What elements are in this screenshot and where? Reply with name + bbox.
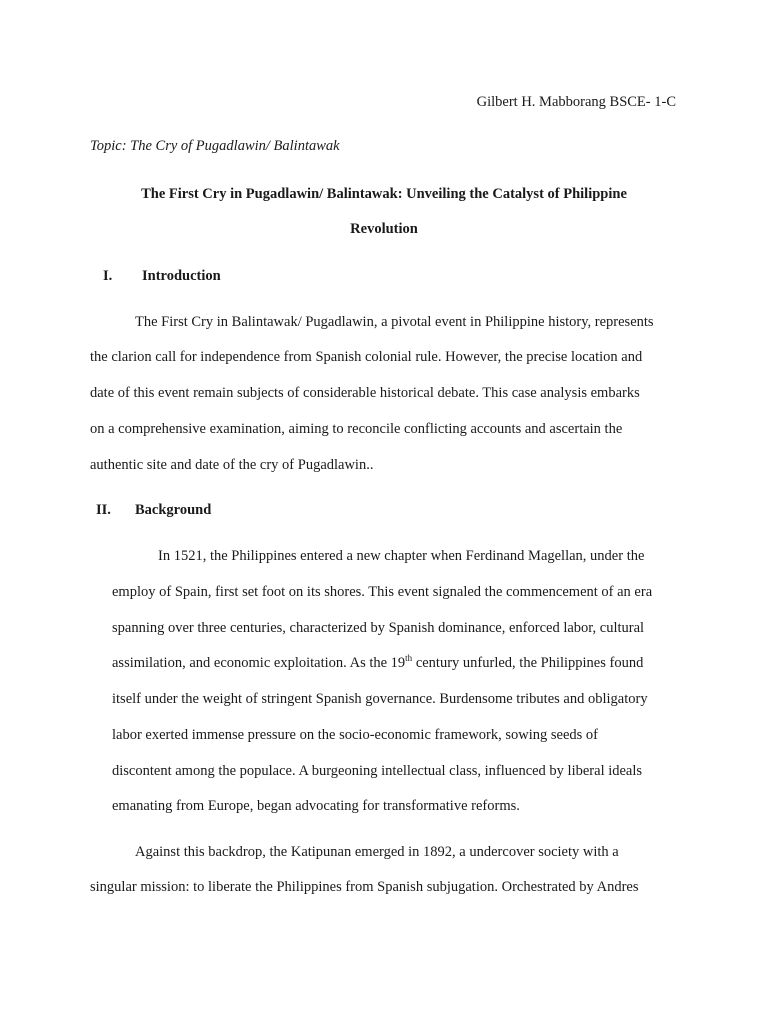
paragraph-line: labor exerted immense pressure on the socio-economic framework, sowing seeds of — [112, 727, 598, 743]
paragraph-line: In 1521, the Philippines entered a new chapter when Ferdinand Magellan, under the — [158, 548, 645, 564]
paragraph-line: emanating from Europe, began advocating for transformative reforms. — [112, 798, 520, 814]
document-title-line-1: The First Cry in Pugadlawin/ Balintawak: Unveiling the Catalyst of Philippine — [141, 186, 627, 202]
section-title: Introduction — [142, 268, 221, 284]
section-heading-background — [96, 502, 211, 519]
section-heading-introduction — [103, 268, 221, 285]
paragraph-line: employ of Spain, first set foot on its shores. This event signaled the commencement of an era — [112, 584, 653, 600]
paragraph-line: discontent among the populace. A burgeoning intellectual class, influenced by liberal ideals — [112, 763, 643, 779]
line-text: assimilation, and economic exploitation. As the 19 — [112, 655, 406, 671]
paragraph-line: authentic site and date of the cry of Pugadlawin.. — [90, 457, 374, 473]
paragraph-line: singular mission: to liberate the Philippines from Spanish subjugation. Orchestrated by Andres — [90, 879, 639, 895]
paragraph-line: date of this event remain subjects of considerable historical debate. This case analysis embarks — [90, 385, 640, 401]
superscript: th — [405, 653, 413, 663]
section-number: II. — [96, 502, 111, 518]
paragraph-line: spanning over three centuries, characterized by Spanish dominance, enforced labor, cultural — [112, 620, 645, 636]
paragraph-line: The First Cry in Balintawak/ Pugadlawin, a pivotal event in Philippine history, represents — [135, 314, 654, 330]
paragraph-line: on a comprehensive examination, aiming to reconcile conflicting accounts and ascertain the — [90, 421, 623, 437]
paragraph-line: itself under the weight of stringent Spanish governance. Burdensome tributes and obligatory — [112, 691, 648, 707]
section-number: I. — [103, 268, 113, 284]
paragraph-line: the clarion call for independence from Spanish colonial rule. However, the precise location and — [90, 349, 643, 365]
section-title: Background — [135, 502, 212, 518]
document-title-line-2: Revolution — [350, 221, 418, 237]
paragraph-line: Against this backdrop, the Katipunan emerged in 1892, a undercover society with a — [135, 844, 619, 860]
author-line: Gilbert H. Mabborang BSCE- 1-C — [476, 94, 676, 110]
line-text: century unfurled, the Philippines found — [412, 655, 644, 671]
topic-line: Topic: The Cry of Pugadlawin/ Balintawak — [90, 138, 340, 154]
paragraph-line — [112, 655, 643, 672]
